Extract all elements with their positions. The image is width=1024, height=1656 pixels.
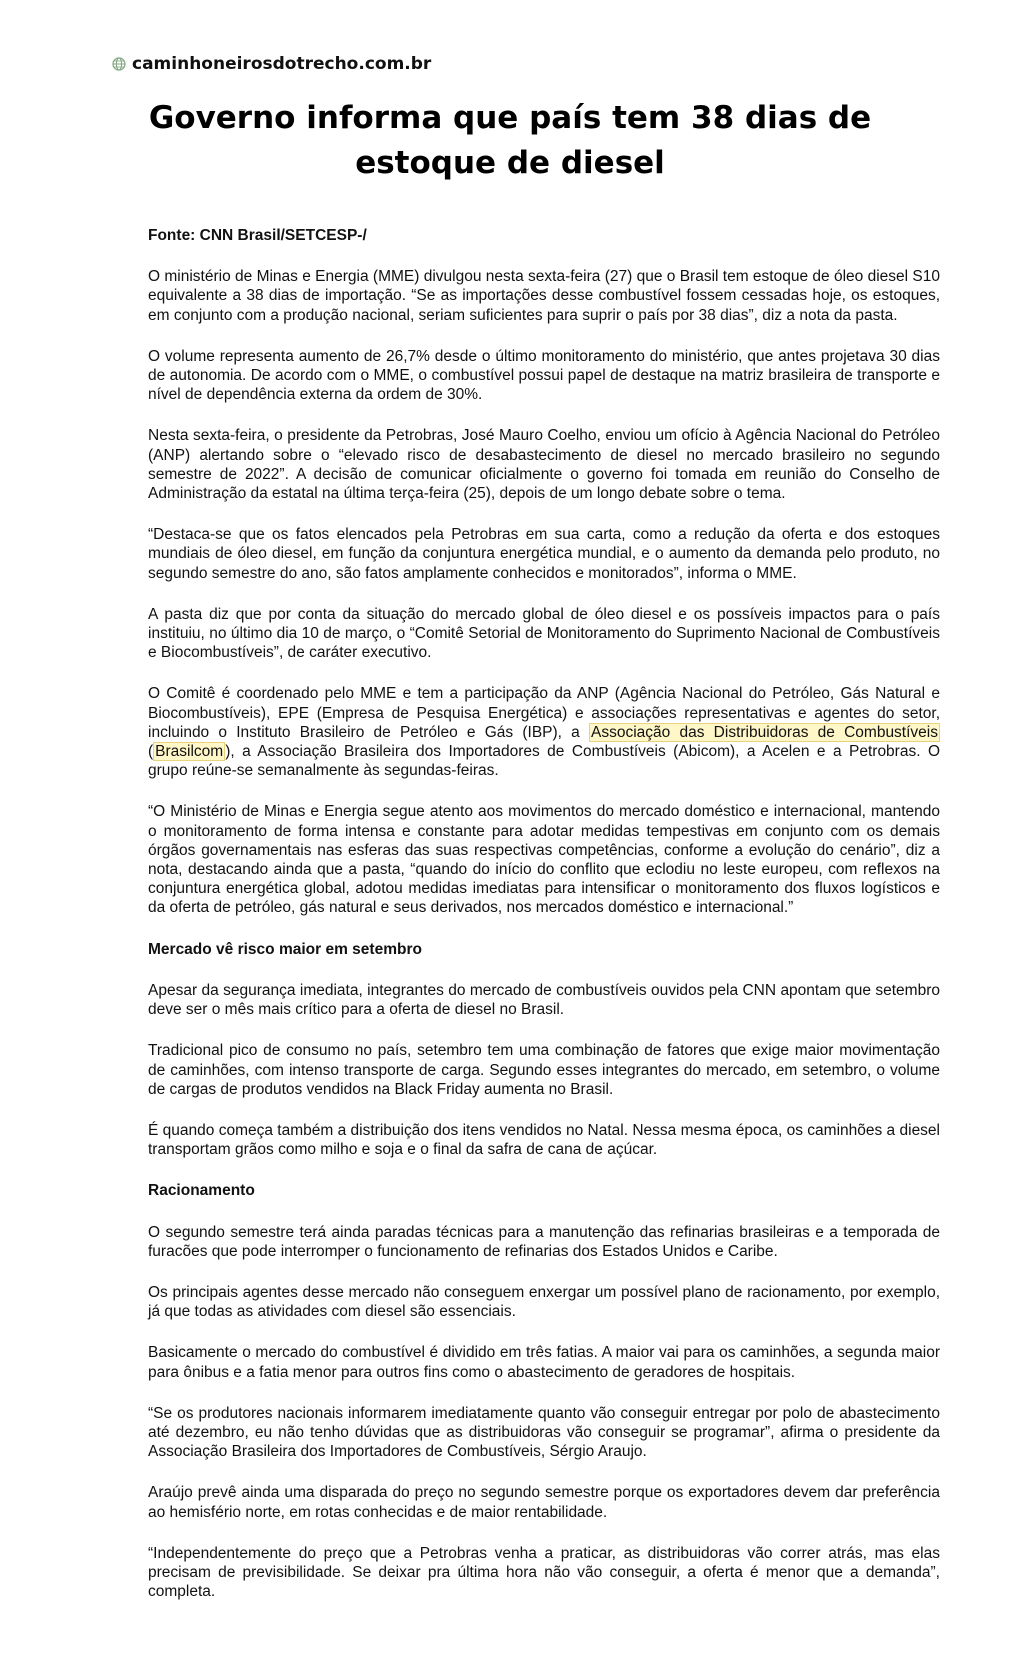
paragraph-3: Nesta sexta-feira, o presidente da Petrobras, José Mauro Coelho, enviou um ofício à Agência Nacional do Petróleo (ANP) alertando sobre o “elevado risco de desabastecimento de diesel no mercado brasileiro no segundo semestre de 2022”. A decisão de comunicar oficialmente o governo foi tomada em reunião do Conselho de Administração da estatal na última terça-feira (25), depois de um longo debate sobre o tema. xyxy=(148,427,940,503)
source-site-link[interactable]: caminhoneirosdotrecho.com.br xyxy=(132,54,432,74)
brasilcom-link[interactable]: Brasilcom xyxy=(155,743,224,761)
paragraph-2: O volume representa aumento de 26,7% desde o último monitoramento do ministério, que antes projetava 30 dias de autonomia. De acordo com o MME, o combustível possui papel de destaque na matriz brasileira de transporte e nível de dependência externa da ordem de 30%. xyxy=(148,347,940,404)
section-heading-mercado: Mercado vê risco maior em setembro xyxy=(148,940,422,958)
article-title: Governo informa que país tem 38 dias de estoque de diesel xyxy=(148,100,872,181)
distributors-association-link[interactable]: Associação das Distribuidoras de Combustíveis xyxy=(591,723,938,741)
paragraph-12: Os principais agentes desse mercado não conseguem enxergar um possível plano de racionamento, por exemplo, já que todas as atividades com diesel são essenciais. xyxy=(148,1283,940,1321)
paragraph-5: A pasta diz que por conta da situação do mercado global de óleo diesel e os possíveis impactos para o país instituiu, no último dia 10 de março, o “Comitê Setorial de Monitoramento do Suprimento Nacional de Combustíveis e Biocombustíveis”, de caráter executivo. xyxy=(148,605,940,662)
paragraph-6-text-a: O Comitê é coordenado pelo MME e tem a participação da ANP (Agência Nacional do Petróleo, Gás Natural e Biocombustíveis), EPE (Empresa de Pesquisa Energética) e associações representativas e agentes do setor, incluindo o Instituto Brasileiro de Petróleo e Gás (IBP), a xyxy=(148,685,940,741)
section-heading-racionamento: Racionamento xyxy=(148,1182,255,1200)
paragraph-6-text-b: ( xyxy=(148,743,154,761)
paragraph-14: “Se os produtores nacionais informarem imediatamente quanto vão conseguir entregar por polo de abastecimento até dezembro, eu não tenho dúvidas que as distribuidoras vão conseguir se programar”, afirma o presidente da Associação Brasileira dos Importadores de Combustíveis, Sérgio Araujo. xyxy=(148,1404,940,1461)
article-body xyxy=(148,226,940,1623)
paragraph-7: “O Ministério de Minas e Energia segue atento aos movimentos do mercado doméstico e internacional, mantendo o monitoramento de forma intensa e constante para adotar medidas tempestivas em conjunto com os demais órgãos governamentais nas esferas das suas respectivas competências, conforme a evolução do cenário”, diz a nota, destacando ainda que a pasta, “quando do início do conflito que eclodiu no leste europeu, com reflexos na conjuntura energética global, adotou medidas imediatas para intensificar o monitoramento dos fluxos logísticos e da oferta de petróleo, gás natural e seus derivados, nos mercados doméstico e internacional.” xyxy=(148,803,940,917)
paragraph-15: Araújo prevê ainda uma disparada do preço no segundo semestre porque os exportadores devem dar preferência ao hemisfério norte, em rotas conhecidas e de maior rentabilidade. xyxy=(148,1484,940,1521)
paragraph-8: Apesar da segurança imediata, integrantes do mercado de combustíveis ouvidos pela CNN apontam que setembro deve ser o mês mais crítico para a oferta de diesel no Brasil. xyxy=(148,981,940,1019)
paragraph-9: Tradicional pico de consumo no país, setembro tem uma combinação de fatores que exige maior movimentação de caminhões, com intenso transporte de carga. Segundo esses integrantes do mercado, em setembro, o volume de cargas de produtos vendidos na Black Friday aumenta no Brasil. xyxy=(148,1042,940,1098)
paragraph-1: O ministério de Minas e Energia (MME) divulgou nesta sexta-feira (27) que o Brasil tem estoque de óleo diesel S10 equivalente a 38 dias de importação. “Se as importações desse combustível fossem cessadas hoje, os estoques, em conjunto com a produção nacional, seriam suficientes para suprir o país por 38 dias”, diz a nota da pasta. xyxy=(148,268,940,324)
globe-icon xyxy=(112,57,126,71)
paragraph-4: “Destaca-se que os fatos elencados pela Petrobras em sua carta, como a redução da oferta e dos estoques mundiais de óleo diesel, em função da conjuntura energética mundial, e o aumento da demanda pelo produto, no segundo semestre do ano, são fatos amplamente conhecidos e monitorados”, informa o MME. xyxy=(148,526,940,582)
source-line: Fonte: CNN Brasil/SETCESP-/ xyxy=(148,227,367,244)
paragraph-10: É quando começa também a distribuição dos itens vendidos no Natal. Nessa mesma época, os caminhões a diesel transportam grãos como milho e soja e o final da safra de cana de açúcar. xyxy=(148,1121,940,1159)
paragraph-13: Basicamente o mercado do combustível é dividido em três fatias. A maior vai para os caminhões, a segunda maior para ônibus e a fatia menor para outros fins como o abastecimento de geradores de hospitais. xyxy=(148,1344,940,1381)
paragraph-16: “Independentemente do preço que a Petrobras venha a praticar, as distribuidoras vão correr atrás, mas elas precisam de previsibilidade. Se deixar pra última hora não vão conseguir, a oferta é menor que a demanda”, completa. xyxy=(148,1544,940,1601)
source-bar xyxy=(112,54,431,74)
paragraph-11: O segundo semestre terá ainda paradas técnicas para a manutenção das refinarias brasileiras e a temporada de furacões que pode interromper o funcionamento de refinarias dos Estados Unidos e Caribe. xyxy=(148,1223,940,1260)
paragraph-6-text-c: ), a Associação Brasileira dos Importadores de Combustíveis (Abicom), a Acelen e a Petrobras. O grupo reúne-se semanalmente às segundas-feiras. xyxy=(148,743,940,780)
paragraph-6 xyxy=(148,684,940,780)
